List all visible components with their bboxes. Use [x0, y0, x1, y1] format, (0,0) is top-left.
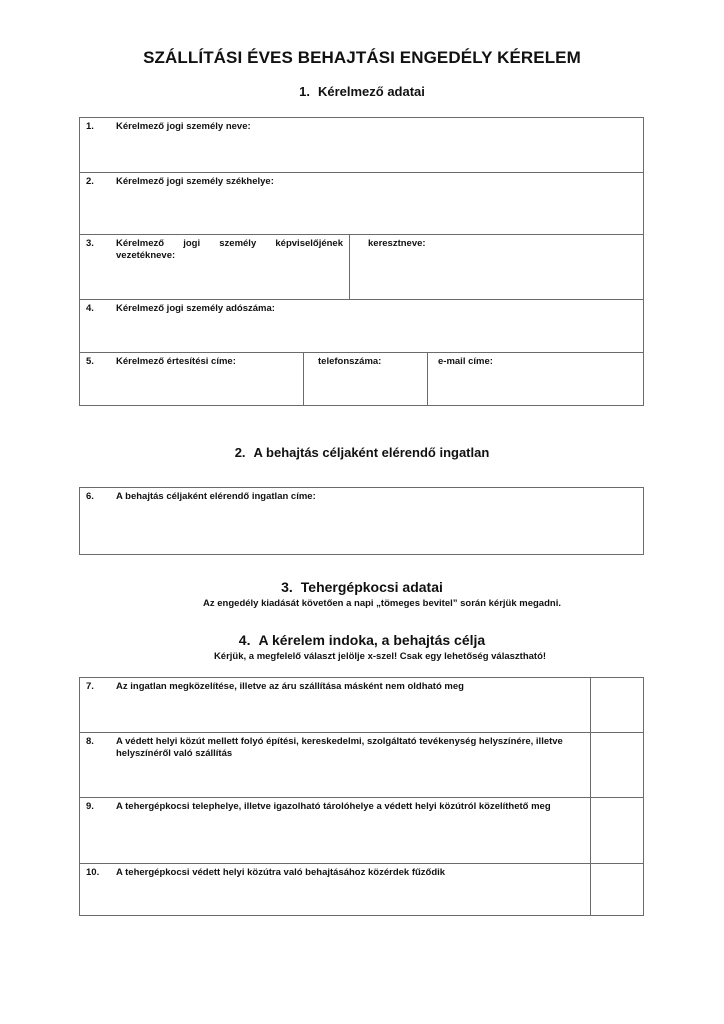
row-number: 9.	[86, 801, 94, 812]
row-number: 7.	[86, 681, 94, 692]
reason-option-checkbox[interactable]	[590, 798, 643, 863]
reason-option-checkbox[interactable]	[590, 733, 643, 797]
field-value	[86, 262, 343, 272]
field-value	[368, 250, 637, 260]
reason-option-label-cell	[80, 733, 590, 797]
field-label: A behajtás céljaként elérendő ingatlan címe:	[116, 491, 316, 502]
row-tax-number	[80, 299, 643, 352]
property-table	[79, 487, 644, 555]
field-value	[86, 188, 637, 198]
field-label: telefonszáma:	[318, 356, 382, 367]
section-4-title: A kérelem indoka, a behajtás célja	[258, 632, 486, 648]
phone-number-field[interactable]	[303, 353, 427, 405]
representative-surname-field[interactable]	[80, 235, 349, 299]
reason-option-row	[80, 678, 643, 732]
applicant-data-table	[79, 117, 644, 406]
reason-option-checkbox[interactable]	[590, 864, 643, 915]
section-2-title: A behajtás céljaként elérendő ingatlan	[253, 445, 490, 460]
field-value	[86, 315, 637, 325]
field-value	[86, 368, 297, 378]
row-representative-name	[80, 234, 643, 299]
field-label: Kérelmező jogi személy képviselőjének vezetékneve:	[116, 238, 343, 261]
section-3-number: 3.	[281, 579, 293, 595]
property-address-field[interactable]	[80, 488, 643, 554]
section-3-note: Az engedély kiadását követően a napi „tömeges bevitel” során kérjük megadni.	[203, 598, 561, 609]
reason-option-label-cell	[80, 798, 590, 863]
section-1-heading	[0, 84, 724, 99]
row-number: 5.	[86, 356, 94, 367]
field-label: Kérelmező jogi személy székhelye:	[116, 176, 274, 187]
reason-option-label-cell	[80, 678, 590, 732]
row-number: 6.	[86, 491, 94, 502]
option-label: A tehergépkocsi védett helyi közútra való behajtásához közérdek fűződik	[116, 867, 446, 878]
section-4-heading	[0, 632, 724, 648]
section-4-number: 4.	[238, 632, 251, 648]
row-number: 1.	[86, 121, 94, 132]
section-4-note: Kérjük, a megfelelő választ jelölje x-szel! Csak egy lehetőség választható!	[213, 651, 547, 662]
field-label: keresztneve:	[368, 238, 426, 249]
field-value	[86, 133, 637, 143]
field-value	[438, 368, 637, 378]
section-2-heading	[0, 445, 724, 460]
row-applicant-name	[80, 118, 643, 172]
section-3-title: Tehergépkocsi adatai	[300, 579, 443, 595]
email-field[interactable]	[427, 353, 643, 405]
option-label: A tehergépkocsi telephelye, illetve igazolható tárolóhelye a védett helyi közútról közelíthető meg	[116, 801, 551, 812]
reason-option-checkbox[interactable]	[590, 678, 643, 732]
row-contact	[80, 352, 643, 405]
section-2-number: 2.	[234, 445, 246, 460]
tax-number-field[interactable]	[80, 300, 643, 352]
representative-firstname-field[interactable]	[349, 235, 643, 299]
reason-option-row	[80, 732, 643, 797]
field-label: Kérelmező értesítési címe:	[116, 356, 236, 367]
applicant-seat-field[interactable]	[80, 173, 643, 234]
option-label: A védett helyi közút mellett folyó építési, kereskedelmi, szolgáltató tevékenység helyszínére, illetve helyszínéről való szállítás	[116, 736, 563, 759]
field-value	[318, 368, 421, 378]
row-number: 3.	[86, 238, 94, 249]
option-label: Az ingatlan megközelítése, illetve az áru szállítása másként nem oldható meg	[116, 681, 464, 692]
reason-option-row	[80, 797, 643, 863]
section-1-title: Kérelmező adatai	[317, 84, 425, 99]
section-3-heading	[0, 579, 724, 595]
field-label: Kérelmező jogi személy neve:	[116, 121, 251, 132]
field-value	[86, 503, 637, 513]
field-label: e-mail címe:	[438, 356, 493, 367]
row-number: 10.	[86, 867, 100, 878]
row-number: 2.	[86, 176, 94, 187]
row-number: 4.	[86, 303, 94, 314]
field-label: Kérelmező jogi személy adószáma:	[116, 303, 275, 314]
notification-address-field[interactable]	[80, 353, 303, 405]
reason-option-row	[80, 863, 643, 915]
section-1-number: 1.	[299, 84, 310, 99]
page-title: SZÁLLÍTÁSI ÉVES BEHAJTÁSI ENGEDÉLY KÉRELEM	[143, 48, 581, 67]
reason-option-label-cell	[80, 864, 590, 915]
applicant-name-field[interactable]	[80, 118, 643, 172]
row-number: 8.	[86, 736, 94, 747]
row-property-address	[80, 488, 643, 554]
row-applicant-seat	[80, 172, 643, 234]
reason-table	[79, 677, 644, 916]
